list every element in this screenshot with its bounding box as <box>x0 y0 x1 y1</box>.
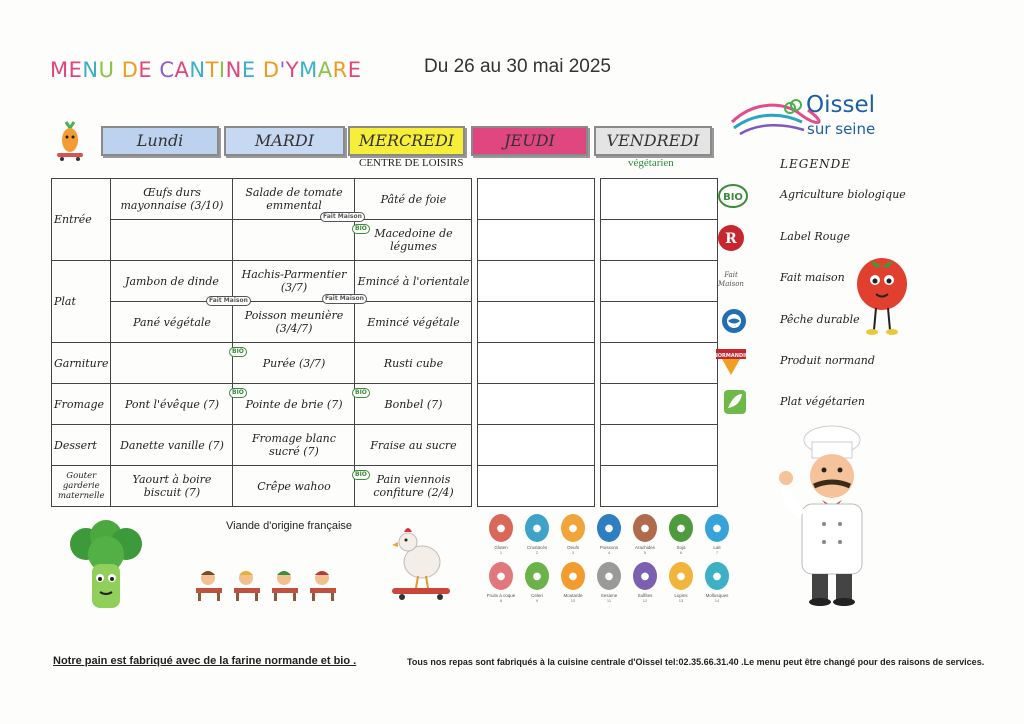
allergen-icon: ● <box>633 514 657 542</box>
title-letter: T <box>205 58 219 82</box>
bio-badge: BIO <box>352 470 370 480</box>
allergen-item <box>632 562 658 603</box>
allergen-name: Mollusques <box>705 593 729 598</box>
legend-label: Produit normand <box>780 354 875 367</box>
fait-maison-icon <box>714 264 748 294</box>
title-letter: E <box>241 58 256 82</box>
menu-cell-mercredi <box>355 220 472 261</box>
allergen-name: Gluten <box>494 545 508 550</box>
title-letter <box>256 58 263 82</box>
menu-cell-jeudi <box>478 466 595 507</box>
allergen-icon: ● <box>633 562 657 590</box>
title-letter: N <box>82 58 99 82</box>
allergen-name: Crustacés <box>526 545 548 550</box>
fait-maison-badge: Fait Maison <box>320 212 365 222</box>
dish-name: Emincé à l'orientale <box>357 274 470 288</box>
day-header-mardi: MARDI <box>224 126 345 156</box>
label-rouge-icon <box>714 223 748 253</box>
dish-name: Salade de tomate emmental <box>245 186 343 212</box>
allergen-name: Soja <box>676 545 686 550</box>
allergen-number: 6 <box>679 550 683 555</box>
menu-row <box>52 261 718 302</box>
day-header-lundi: Lundi <box>101 126 219 156</box>
legend-item <box>714 181 914 211</box>
legend-label: Fait maison <box>780 271 845 284</box>
dish-name: Danette vanille (7) <box>120 438 224 452</box>
menu-row <box>52 384 718 425</box>
title-letter: M <box>50 58 69 82</box>
allergen-icon: ● <box>525 514 549 542</box>
svg-text:NORMANDIE: NORMANDIE <box>714 353 748 359</box>
bio-badge: BIO <box>352 388 370 398</box>
title-letter: D <box>121 58 139 82</box>
dish-name: Rusti cube <box>383 356 444 370</box>
logo-text-sur-seine: sur seine <box>807 120 876 138</box>
allergen-number: 9 <box>535 598 539 603</box>
title-letter: D <box>262 58 280 82</box>
title-letter: M <box>299 58 318 82</box>
day-header-jeudi: JEUDI <box>471 126 588 156</box>
menu-row <box>52 343 718 384</box>
bio-badge: BIO <box>229 388 247 398</box>
menu-cell-vendredi <box>601 466 718 507</box>
allergen-number: 3 <box>571 550 575 555</box>
allergen-name: Sesame <box>600 593 618 598</box>
allergen-icon: ● <box>561 562 585 590</box>
allergen-item <box>488 562 514 603</box>
menu-cell-lundi <box>111 425 233 466</box>
menu-cell-jeudi <box>478 220 595 261</box>
allergen-name: Poissons <box>599 545 619 550</box>
allergen-item <box>668 514 694 555</box>
broccoli-character-illustration <box>62 520 150 614</box>
dish-name: Yaourt à boire biscuit (7) <box>132 473 212 499</box>
svg-text:BIO: BIO <box>723 192 743 203</box>
menu-cell-vendredi <box>601 425 718 466</box>
menu-cell-jeudi <box>478 343 595 384</box>
menu-cell-vendredi <box>601 384 718 425</box>
kids-eating-illustration <box>192 566 340 602</box>
menu-cell-mercredi <box>355 179 472 220</box>
menu-cell-vendredi <box>601 261 718 302</box>
bio-badge: BIO <box>229 347 247 357</box>
allergen-icon: ● <box>669 562 693 590</box>
dish-name: Pâté de foie <box>380 192 447 206</box>
dish-name: Bonbel (7) <box>384 397 443 411</box>
title-letter: A <box>174 58 190 82</box>
menu-cell-mardi <box>233 466 355 507</box>
footer-kitchen-note: Tous nos repas sont fabriqués à la cuisine centrale d'Oissel tel:02.35.66.31.40 .Le menu peut être changé pour des raisons de services. <box>407 657 985 667</box>
title-letter: Y <box>285 58 300 82</box>
row-label: Entrée <box>52 179 111 261</box>
allergen-item <box>524 562 550 603</box>
dish-name: Pané végétale <box>133 315 211 329</box>
title-letter: N <box>189 58 206 82</box>
legend-label: Plat végétarien <box>780 395 866 408</box>
dish-name: Jambon de dinde <box>125 274 219 288</box>
legend-label: Pêche durable <box>780 313 860 326</box>
menu-cell-mercredi <box>355 261 472 302</box>
menu-row <box>52 302 718 343</box>
legend-title: LEGENDE <box>780 157 851 171</box>
title-letter: N <box>225 58 242 82</box>
dish-name: Emincé végétale <box>367 315 460 329</box>
menu-cell-mardi <box>233 302 355 343</box>
plat-vegetarien-icon <box>714 388 748 418</box>
title-letter: A <box>317 58 333 82</box>
fait-maison-badge: Fait Maison <box>322 294 367 304</box>
allergen-icon: ● <box>489 562 513 590</box>
title-letter <box>115 58 122 82</box>
menu-row <box>52 179 718 220</box>
allergen-item <box>524 514 550 555</box>
title-letter: ' <box>279 58 286 82</box>
allergen-item <box>488 514 514 555</box>
row-label: Garniture <box>52 343 111 384</box>
menu-table <box>51 178 718 507</box>
menu-title <box>50 58 361 82</box>
svg-text:Maison: Maison <box>718 280 744 288</box>
menu-row <box>52 466 718 507</box>
allergen-number: 5 <box>643 550 647 555</box>
day-header-vendredi: VENDREDI <box>594 126 712 156</box>
allergen-name: Lupins <box>674 593 688 598</box>
allergen-name: Moutarde <box>563 593 583 598</box>
title-letter: E <box>347 58 362 82</box>
dish-name: Fraise au sucre <box>370 438 457 452</box>
menu-cell-lundi <box>111 343 233 384</box>
day-header-mercredi: MERCREDI <box>348 126 465 156</box>
dish-name: Pain viennois confiture (2/4) <box>373 473 454 499</box>
title-letter: R <box>332 58 348 82</box>
allergen-number: 1 <box>499 550 503 555</box>
carrot-skater-illustration <box>52 118 88 162</box>
allergen-number: 12 <box>642 598 648 603</box>
dish-name: Poisson meunière (3/4/7) <box>244 309 344 335</box>
menu-cell-lundi <box>111 384 233 425</box>
allergen-item <box>704 514 730 555</box>
tomato-character-illustration <box>852 250 912 338</box>
row-label: Dessert <box>52 425 111 466</box>
allergen-number: 8 <box>499 598 503 603</box>
menu-cell-jeudi <box>478 261 595 302</box>
title-letter: I <box>218 58 226 82</box>
legend-label: Agriculture biologique <box>780 188 906 201</box>
allergen-icon: ● <box>525 562 549 590</box>
dish-name: Fromage blanc sucré (7) <box>252 432 336 458</box>
menu-cell-mardi <box>233 425 355 466</box>
logo-text-oissel: Oissel <box>806 92 875 118</box>
menu-cell-vendredi <box>601 302 718 343</box>
menu-dates: Du 26 au 30 mai 2025 <box>424 56 611 77</box>
menu-row <box>52 425 718 466</box>
row-label: Plat <box>52 261 111 343</box>
dish-name: Œufs durs mayonnaise (3/10) <box>120 186 224 212</box>
allergen-number: 13 <box>678 598 684 603</box>
allergen-item <box>704 562 730 603</box>
title-letter: E <box>138 58 153 82</box>
menu-cell-mercredi <box>355 466 472 507</box>
menu-cell-lundi <box>111 466 233 507</box>
title-letter: E <box>68 58 83 82</box>
menu-cell-lundi <box>111 220 233 261</box>
allergen-name: Oeufs <box>566 545 579 550</box>
allergen-item <box>632 514 658 555</box>
menu-cell-mercredi <box>355 302 472 343</box>
allergen-icon: ● <box>489 514 513 542</box>
allergen-number: 2 <box>535 550 539 555</box>
row-label: Fromage <box>52 384 111 425</box>
allergen-name: Arachides <box>634 545 655 550</box>
subheader-centre-de-loisirs: CENTRE DE LOISIRS <box>359 157 464 169</box>
menu-cell-vendredi <box>601 220 718 261</box>
svg-text:Fait: Fait <box>724 271 738 279</box>
menu-cell-mercredi <box>355 425 472 466</box>
dish-name: Hachis-Parmentier (3/7) <box>241 268 347 294</box>
row-label: Gouter garderie maternelle <box>52 466 111 507</box>
allergen-number: 10 <box>570 598 576 603</box>
allergen-number: 11 <box>606 598 612 603</box>
bio-badge: BIO <box>352 224 370 234</box>
menu-cell-mardi <box>233 220 355 261</box>
svg-text:R: R <box>725 231 737 247</box>
fait-maison-badge: Fait Maison <box>206 296 251 306</box>
menu-cell-mardi <box>233 384 355 425</box>
title-letter: C <box>159 58 175 82</box>
dish-name: Macedoine de légumes <box>374 227 453 253</box>
menu-cell-jeudi <box>478 425 595 466</box>
menu-cell-jeudi <box>478 384 595 425</box>
allergen-number: 4 <box>607 550 611 555</box>
dish-name: Purée (3/7) <box>262 356 326 370</box>
produit-normand-icon <box>714 347 748 377</box>
peche-durable-icon <box>714 306 748 336</box>
legend-item <box>714 388 914 418</box>
menu-cell-vendredi <box>601 179 718 220</box>
footer-bread-note: Notre pain est fabriqué avec de la farine normande et bio . <box>53 655 357 667</box>
chef-illustration <box>776 424 888 606</box>
allergen-item <box>668 562 694 603</box>
menu-row <box>52 220 718 261</box>
bio-icon <box>714 181 748 211</box>
allergen-name: Fruits à coque <box>486 593 516 598</box>
allergen-icon: ● <box>597 562 621 590</box>
legend-label: Label Rouge <box>780 230 850 243</box>
allergen-item <box>596 514 622 555</box>
allergen-icon: ● <box>669 514 693 542</box>
allergen-item <box>560 514 586 555</box>
viande-origine-note: Viande d'origine française <box>226 520 353 532</box>
menu-cell-lundi <box>111 302 233 343</box>
allergen-icon: ● <box>705 562 729 590</box>
legend-item <box>714 347 914 377</box>
allergen-icon: ● <box>597 514 621 542</box>
menu-cell-mercredi <box>355 384 472 425</box>
menu-cell-mercredi <box>355 343 472 384</box>
allergen-item <box>596 562 622 603</box>
menu-cell-vendredi <box>601 343 718 384</box>
menu-cell-lundi <box>111 179 233 220</box>
allergen-name: Celeri <box>531 593 543 598</box>
allergen-name: Sulfites <box>637 593 653 598</box>
allergen-item <box>560 562 586 603</box>
legend-item <box>714 223 914 253</box>
allergen-number: 7 <box>715 550 719 555</box>
chicken-skater-illustration <box>386 522 456 602</box>
dish-name: Crêpe wahoo <box>257 479 331 493</box>
allergen-icon: ● <box>561 514 585 542</box>
dish-name: Pointe de brie (7) <box>245 397 343 411</box>
subheader-vegetarien: végétarien <box>628 157 674 169</box>
allergen-icon: ● <box>705 514 729 542</box>
allergen-number: 14 <box>714 598 720 603</box>
title-letter: U <box>98 58 115 82</box>
menu-cell-jeudi <box>478 302 595 343</box>
dish-name: Pont l'évêque (7) <box>124 397 220 411</box>
menu-cell-mardi <box>233 343 355 384</box>
allergen-name: Lait <box>713 545 721 550</box>
menu-cell-jeudi <box>478 179 595 220</box>
